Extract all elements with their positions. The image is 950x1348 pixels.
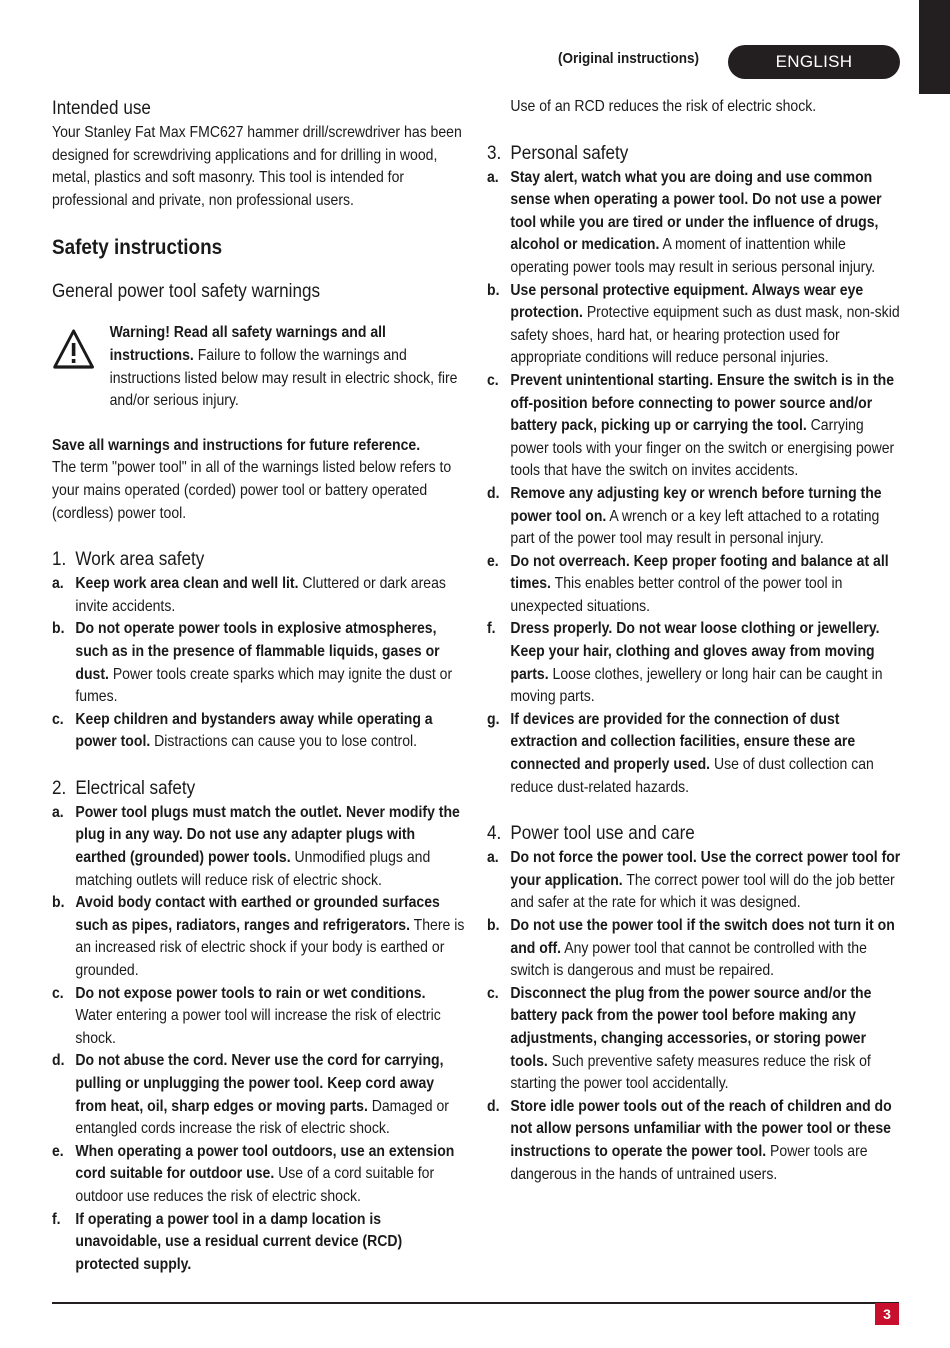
item-letter: b. bbox=[487, 917, 500, 934]
item-normal: Protective equipment such as dust mask, non-skid safety shoes, hard hat, or hearing protection used for appropriate conditions will reduce personal injuries. bbox=[510, 304, 900, 367]
item-text bbox=[75, 1209, 466, 1277]
item-letter: a. bbox=[52, 575, 64, 593]
item-letter: e. bbox=[52, 1142, 64, 1160]
personal-safety-list bbox=[487, 167, 901, 800]
item-normal: Damaged or entangled cords increase the risk of electric shock. bbox=[75, 1097, 449, 1138]
item-text bbox=[510, 167, 901, 280]
list-item bbox=[487, 551, 901, 619]
item-letter: d. bbox=[487, 1097, 500, 1115]
warning-triangle-icon bbox=[52, 322, 110, 412]
section-number: 2. bbox=[52, 777, 67, 799]
section-number: 4. bbox=[487, 823, 502, 845]
section-title: Personal safety bbox=[510, 142, 629, 164]
item-letter: a. bbox=[52, 803, 64, 821]
item-letter: b. bbox=[52, 620, 65, 638]
item-letter: f. bbox=[52, 1210, 61, 1228]
item-normal: Distractions can cause you to lose control. bbox=[150, 733, 418, 751]
list-item bbox=[52, 573, 466, 618]
section-heading-tool-use bbox=[487, 821, 901, 847]
item-normal: Carrying power tools with your finger on the switch or energising power tools that have the switch on invites accidents. bbox=[510, 417, 895, 480]
intended-use-title: Intended use bbox=[52, 98, 151, 119]
item-letter: b. bbox=[52, 894, 65, 912]
item-letter: c. bbox=[487, 984, 499, 1002]
item-bold: Do not overreach. Keep proper footing and balance at all times. bbox=[510, 552, 889, 593]
item-normal: Power tools create sparks which may ignite the dust or fumes. bbox=[75, 665, 453, 706]
item-bold: Do not abuse the cord. Never use the cord for carrying, pulling or unplugging the power tool. Keep cord away from heat, oil, sharp edges or moving parts. bbox=[75, 1052, 444, 1115]
item-text bbox=[510, 370, 901, 483]
item-normal: Loose clothes, jewellery or long hair can be caught in moving parts. bbox=[510, 665, 883, 706]
item-text bbox=[75, 709, 466, 754]
item-bold: Do not use the power tool if the switch does not turn it on and off. bbox=[510, 917, 895, 957]
list-item bbox=[487, 618, 901, 708]
item-normal: Water entering a power tool will increase the risk of electric shock. bbox=[75, 1007, 441, 1047]
item-bold: Store idle power tools out of the reach of children and do not allow persons unfamiliar with the power tool or these instructions to operate the power tool. bbox=[510, 1097, 892, 1160]
item-normal: Power tools are dangerous in the hands of untrained users. bbox=[510, 1142, 868, 1183]
tool-use-list bbox=[487, 847, 901, 1186]
item-normal: Unmodified plugs and matching outlets will reduce risk of electric shock. bbox=[75, 849, 431, 889]
list-item bbox=[487, 1096, 901, 1186]
section-heading-electrical bbox=[52, 776, 466, 802]
list-item bbox=[52, 983, 466, 1051]
item-text bbox=[510, 709, 901, 799]
item-text bbox=[510, 551, 901, 619]
item-bold: Use personal protective equipment. Always wear eye protection. bbox=[510, 281, 864, 322]
item-text bbox=[510, 483, 901, 551]
save-warnings-text: The term "power tool" in all of the warnings listed below refers to your mains operated (corded) power tool or battery operated (cordless) power tool. bbox=[52, 459, 452, 522]
item-text bbox=[75, 892, 466, 982]
item-normal: Use of a cord suitable for outdoor use reduces the risk of electric shock. bbox=[75, 1165, 435, 1205]
intended-use-body: Your Stanley Fat Max FMC627 hammer drill/screwdriver has been designed for screwdriving applications and for drilling in wood, metal, plastics and soft masonry. This tool is intended for professional and private, non professional users. bbox=[52, 124, 462, 209]
list-item bbox=[487, 709, 901, 799]
save-warnings-bold: Save all warnings and instructions for future reference. bbox=[52, 436, 421, 454]
item-letter: f. bbox=[487, 620, 496, 638]
item-normal: A wrench or a key left attached to a rotating part of the power tool may result in personal injury. bbox=[510, 507, 880, 548]
item-bold: Do not operate power tools in explosive atmospheres, such as in the presence of flammable liquids, gases or dust. bbox=[75, 620, 440, 683]
item-text bbox=[510, 1096, 901, 1186]
footer-rule bbox=[52, 1302, 899, 1304]
left-column bbox=[52, 96, 466, 1276]
item-normal: Use of dust collection can reduce dust-related hazards. bbox=[510, 756, 874, 796]
list-item bbox=[487, 280, 901, 370]
page-number: 3 bbox=[875, 1303, 899, 1325]
section-heading-work-area bbox=[52, 547, 466, 573]
item-text bbox=[510, 280, 901, 370]
item-letter: a. bbox=[487, 849, 499, 867]
list-item bbox=[487, 167, 901, 280]
list-item bbox=[487, 483, 901, 551]
section-title: Electrical safety bbox=[75, 777, 196, 799]
item-bold: If devices are provided for the connection of dust extraction and collection facilities, ensure these are connected and properly used. bbox=[510, 710, 856, 774]
item-bold: Do not expose power tools to rain or wet conditions. bbox=[75, 984, 426, 1002]
item-normal: Cluttered or dark areas invite accidents. bbox=[75, 575, 446, 615]
list-item bbox=[52, 618, 466, 708]
item-bold: When operating a power tool outdoors, use an extension cord suitable for outdoor use. bbox=[75, 1142, 455, 1183]
general-warnings-title: General power tool safety warnings bbox=[52, 281, 321, 303]
item-letter: g. bbox=[487, 710, 500, 728]
section-title: Power tool use and care bbox=[510, 823, 695, 845]
item-bold: If operating a power tool in a damp location is unavoidable, use a residual current device (RCD) protected supply. bbox=[75, 1210, 403, 1273]
item-bold: Remove any adjusting key or wrench before turning the power tool on. bbox=[510, 484, 882, 525]
item-text bbox=[75, 1050, 466, 1140]
warning-text: Failure to follow the warnings and instructions listed below may result in electric shock, fire and/or serious injury. bbox=[109, 346, 458, 410]
list-item bbox=[487, 370, 901, 483]
section-number: 3. bbox=[487, 142, 502, 164]
list-item bbox=[52, 802, 466, 892]
item-letter: e. bbox=[487, 552, 499, 570]
item-letter: c. bbox=[52, 984, 64, 1002]
item-letter: d. bbox=[487, 484, 500, 502]
item-bold: Disconnect the plug from the power source and/or the battery pack from the power tool before making any adjustments, changing accessories, or storing power tools. bbox=[510, 984, 872, 1070]
item-letter: c. bbox=[52, 710, 64, 728]
item-text bbox=[510, 847, 901, 915]
section-heading-personal bbox=[487, 141, 901, 167]
item-normal: A moment of inattention while operating power tools may result in serious personal injury. bbox=[510, 236, 876, 276]
item-bold: Keep work area clean and well lit. bbox=[75, 575, 299, 593]
item-normal: There is an increased risk of electric shock if your body is earthed or grounded. bbox=[75, 916, 465, 980]
right-column bbox=[487, 96, 901, 1186]
item-text bbox=[510, 983, 901, 1096]
language-badge: ENGLISH bbox=[728, 45, 900, 79]
item-letter: b. bbox=[487, 281, 500, 299]
list-item bbox=[52, 709, 466, 754]
item-bold: Do not force the power tool. Use the correct power tool for your application. bbox=[510, 849, 901, 889]
safety-instructions-title: Safety instructions bbox=[52, 236, 223, 260]
item-normal: Any power tool that cannot be controlled with the switch is dangerous and must be repaired. bbox=[510, 939, 867, 980]
warning-block bbox=[52, 322, 466, 412]
item-text bbox=[75, 983, 466, 1051]
electrical-list bbox=[52, 802, 466, 1276]
item-letter: a. bbox=[487, 168, 499, 186]
list-item bbox=[487, 847, 901, 915]
list-item bbox=[487, 915, 901, 983]
item-text bbox=[75, 1141, 466, 1209]
list-item bbox=[52, 1209, 466, 1277]
item-text bbox=[75, 573, 466, 618]
item-bold: Keep children and bystanders away while operating a power tool. bbox=[75, 710, 433, 751]
item-bold: Power tool plugs must match the outlet. Never modify the plug in any way. Do not use any adapter plugs with earthed (grounded) power tools. bbox=[75, 803, 460, 867]
edge-tab bbox=[919, 0, 950, 94]
warning-bold: Warning! Read all safety warnings and all instructions. bbox=[109, 324, 386, 364]
list-item bbox=[52, 1141, 466, 1209]
original-instructions-label: (Original instructions) bbox=[558, 50, 700, 67]
item-text bbox=[510, 618, 901, 708]
item-text bbox=[510, 915, 901, 983]
item-normal: Such preventive safety measures reduce the risk of starting the power tool accidentally. bbox=[510, 1052, 871, 1093]
item-bold: Dress properly. Do not wear loose clothing or jewellery. Keep your hair, clothing and gloves away from moving parts. bbox=[510, 620, 880, 683]
item-bold: Avoid body contact with earthed or grounded surfaces such as pipes, radiators, ranges and refrigerators. bbox=[75, 894, 440, 934]
list-item bbox=[52, 892, 466, 982]
rcd-continuation: Use of an RCD reduces the risk of electric shock. bbox=[510, 98, 817, 115]
item-letter: d. bbox=[52, 1052, 65, 1070]
item-text bbox=[75, 618, 466, 708]
item-normal: This enables better control of the power tool in unexpected situations. bbox=[510, 575, 843, 615]
item-text bbox=[75, 802, 466, 892]
section-title: Work area safety bbox=[75, 549, 205, 571]
list-item bbox=[487, 983, 901, 1096]
item-letter: c. bbox=[487, 371, 499, 389]
work-area-list bbox=[52, 573, 466, 754]
item-bold: Prevent unintentional starting. Ensure the switch is in the off-position before connecting to power source and/or battery pack, picking up or carrying the tool. bbox=[510, 371, 895, 435]
list-item bbox=[52, 1050, 466, 1140]
section-number: 1. bbox=[52, 549, 67, 571]
item-bold: Stay alert, watch what you are doing and use common sense when operating a power tool. Do not use a power tool while you are tired or under the influence of drugs, alcohol or medication. bbox=[510, 168, 882, 254]
item-normal: The correct power tool will do the job better and safer at the rate for which it was designed. bbox=[510, 871, 895, 912]
